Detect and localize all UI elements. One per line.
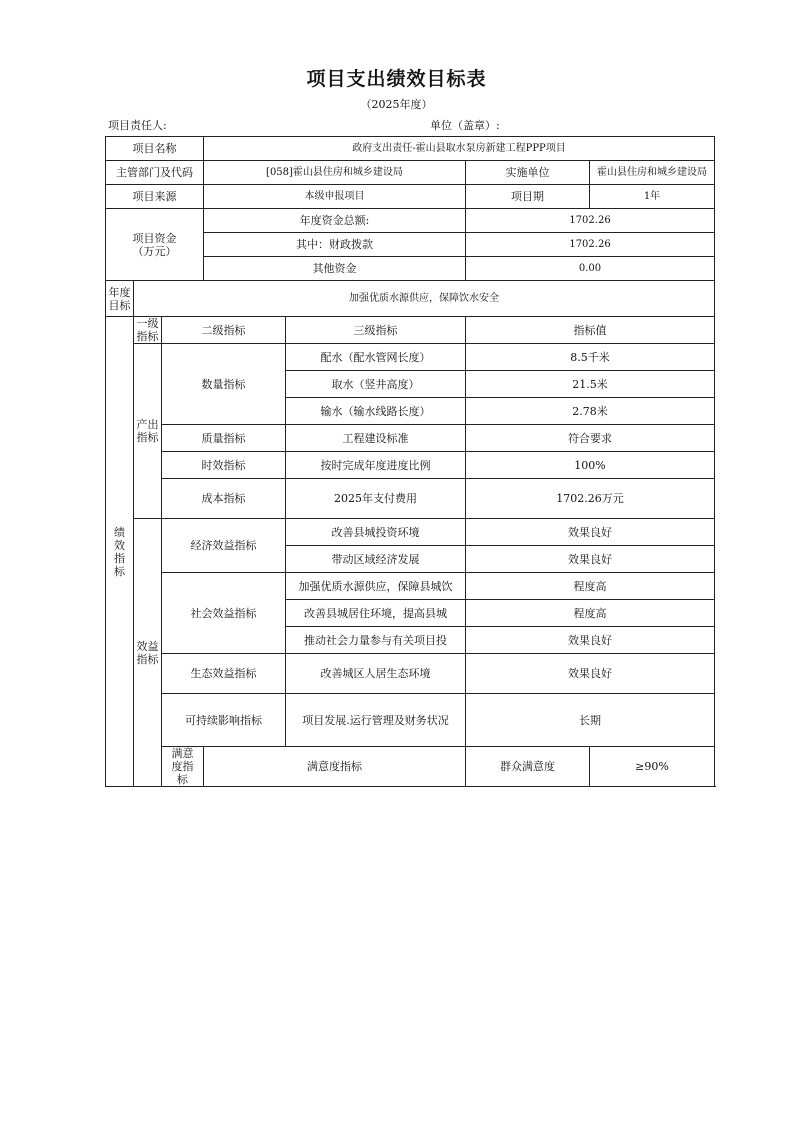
impl-value: 霍山县住房和城乡建设局 (590, 161, 715, 185)
social-indicator-label: 社会效益指标 (162, 573, 286, 654)
table-row (106, 452, 715, 479)
quality-indicator-label: 质量指标 (162, 425, 286, 452)
header-value: 指标值 (466, 317, 715, 344)
year-label: （2025年度） (360, 98, 433, 111)
indicator-name: 项目发展.运行管理及财务状况 (286, 694, 466, 747)
indicator-name: 改善县城居住环境，提高县城 (286, 600, 466, 627)
indicator-name: 配水（配水管网长度） (286, 344, 466, 371)
table-row (106, 654, 715, 694)
source-value: 本级申报项目 (204, 185, 466, 209)
table-row (106, 519, 715, 546)
indicator-value: 效果良好 (466, 519, 715, 546)
funds-label: 项目资金 （万元） (106, 209, 204, 281)
eco-indicator-label: 生态效益指标 (162, 654, 286, 694)
indicator-value: 程度高 (466, 600, 715, 627)
indicator-value: 长期 (466, 694, 715, 747)
indicator-name: 推动社会力量参与有关项目投 (286, 627, 466, 654)
indicator-group-label: 绩 效 指 标 (106, 317, 134, 787)
table-row (106, 694, 715, 747)
table-row (106, 344, 715, 371)
period-value: 1年 (590, 185, 715, 209)
benefit-indicator-label: 效益 指标 (134, 519, 162, 787)
indicator-value: 1702.26万元 (466, 479, 715, 519)
indicator-value: 效果良好 (466, 546, 715, 573)
indicator-value: 程度高 (466, 573, 715, 600)
indicator-value: ≥90% (590, 747, 715, 787)
row-annual-goal (106, 281, 715, 317)
page-title: 项目支出绩效目标表 (306, 68, 487, 90)
header-level2: 二级指标 (162, 317, 286, 344)
satisfaction-l1-label: 满意 度指 标 (162, 747, 204, 787)
project-name-value: 政府支出责任-霍山县取水泵房新建工程PPP项目 (204, 137, 715, 161)
row-department (106, 161, 715, 185)
funds-fiscal-label: 其中：财政拨款 (204, 233, 466, 257)
source-label: 项目来源 (106, 185, 204, 209)
sustain-indicator-label: 可持续影响指标 (162, 694, 286, 747)
indicator-value: 8.5千米 (466, 344, 715, 371)
time-indicator-label: 时效指标 (162, 452, 286, 479)
table-row (106, 573, 715, 600)
row-source (106, 185, 715, 209)
unit-label: 单位（盖章）: (430, 119, 500, 132)
header-level3: 三级指标 (286, 317, 466, 344)
funds-other-label: 其他资金 (204, 257, 466, 281)
project-name-label: 项目名称 (106, 137, 204, 161)
responsible-label: 项目责任人: (108, 119, 167, 132)
row-funds-total (106, 209, 715, 233)
indicator-value: 效果良好 (466, 627, 715, 654)
indicator-name: 改善县城投资环境 (286, 519, 466, 546)
quantity-indicator-label: 数量指标 (162, 344, 286, 425)
dept-value: [058]霍山县住房和城乡建设局 (204, 161, 466, 185)
table-row (106, 479, 715, 519)
indicator-value: 21.5米 (466, 371, 715, 398)
cost-indicator-label: 成本指标 (162, 479, 286, 519)
impl-label: 实施单位 (466, 161, 590, 185)
indicator-name: 带动区域经济发展 (286, 546, 466, 573)
table-row (106, 747, 715, 787)
economic-indicator-label: 经济效益指标 (162, 519, 286, 573)
satisfaction-indicator-label: 满意度指标 (204, 747, 466, 787)
indicator-name: 加强优质水源供应，保障县城饮 (286, 573, 466, 600)
indicator-value: 100% (466, 452, 715, 479)
indicator-name: 工程建设标准 (286, 425, 466, 452)
funds-fiscal-value: 1702.26 (466, 233, 715, 257)
dept-label: 主管部门及代码 (106, 161, 204, 185)
funds-other-value: 0.00 (466, 257, 715, 281)
period-label: 项目期 (466, 185, 590, 209)
row-project-name (106, 137, 715, 161)
indicator-name: 群众满意度 (466, 747, 590, 787)
indicator-name: 取水（竖井高度） (286, 371, 466, 398)
indicator-name: 输水（输水线路长度） (286, 398, 466, 425)
funds-total-label: 年度资金总额: (204, 209, 466, 233)
row-indicator-header (106, 317, 715, 344)
indicator-name: 改善城区人居生态环境 (286, 654, 466, 694)
header-level1: 一级 指标 (134, 317, 162, 344)
indicator-value: 符合要求 (466, 425, 715, 452)
table-row (106, 425, 715, 452)
indicator-name: 按时完成年度进度比例 (286, 452, 466, 479)
goal-text: 加强优质水源供应，保障饮水安全 (134, 281, 715, 317)
indicator-name: 2025年支付费用 (286, 479, 466, 519)
goal-label: 年度 目标 (106, 281, 134, 317)
indicator-value: 效果良好 (466, 654, 715, 694)
performance-table (105, 136, 715, 787)
output-indicator-label: 产出 指标 (134, 344, 162, 519)
indicator-value: 2.78米 (466, 398, 715, 425)
funds-total-value: 1702.26 (466, 209, 715, 233)
